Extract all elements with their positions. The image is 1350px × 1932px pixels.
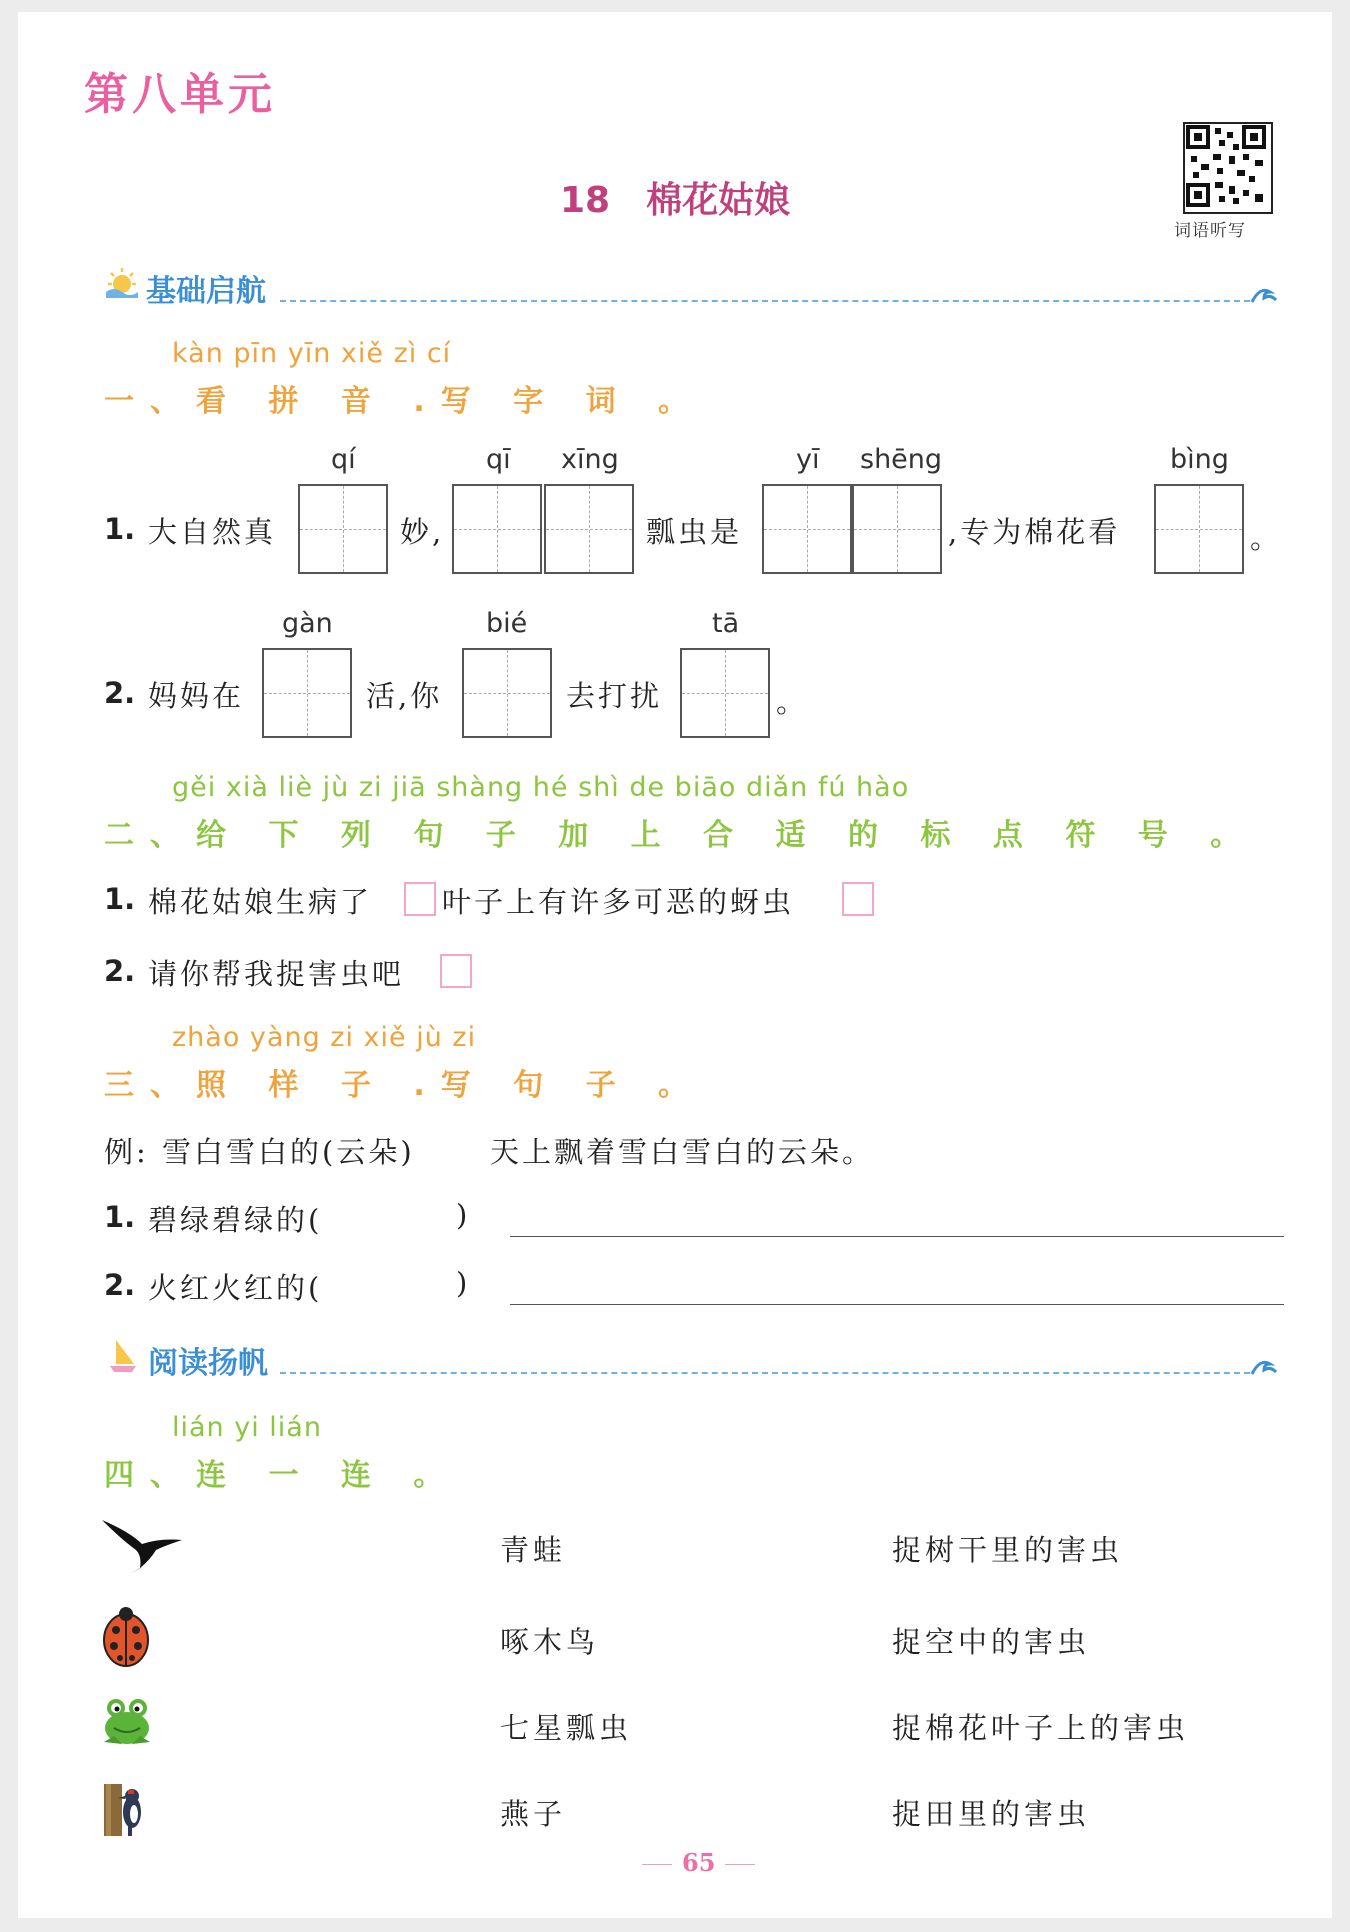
action-text[interactable]: 捉树干里的害虫 [892,1533,1124,1567]
grid-pinyin: bìng [1170,444,1229,475]
ladybug-icon[interactable] [100,1606,152,1668]
grid-pinyin: gàn [282,608,333,639]
sentence-text: 。 [776,685,809,719]
q3-line2-number: 2. [104,1268,136,1302]
section-basic-heading: 基础启航 [146,274,266,309]
sentence-text: ) [456,1266,471,1300]
sentence-text: 妙, [400,515,445,549]
page-number [632,1848,765,1877]
q2-pinyin: gěi xià liè jù zi jiā shàng hé shì de biāo diǎn fú hào [172,772,910,803]
writing-grid-box[interactable] [762,484,852,574]
qr-caption: 词语听写 [1174,221,1246,241]
q4-pinyin: lián yi lián [172,1412,322,1443]
sentence-text: 去打扰 [566,679,663,713]
q2-line2-number: 2. [104,954,136,988]
grid-pinyin: qí [331,444,356,475]
section-reading-heading: 阅读扬帆 [148,1346,268,1381]
answer-line[interactable] [510,1304,1284,1305]
sentence-text: 。 [1250,521,1283,555]
sentence-text: 瓢虫是 [646,515,743,549]
sentence-text: 请你帮我捉害虫吧 [148,957,405,991]
woodpecker-icon[interactable] [102,1782,150,1840]
wave-icon [1250,284,1278,306]
q2-line1-number: 1. [104,882,136,916]
punctuation-box[interactable] [440,954,472,988]
action-text[interactable]: 捉田里的害虫 [892,1797,1091,1831]
q3-line1-number: 1. [104,1200,136,1234]
grid-pinyin: xīng [561,444,619,475]
section-divider [280,300,1250,302]
animal-name[interactable]: 青蛙 [500,1533,567,1567]
writing-grid-box[interactable] [1154,484,1244,574]
punctuation-box[interactable] [842,882,874,916]
sentence-text: 活,你 [366,679,443,713]
sentence-text: 妈妈在 [148,679,245,713]
sun-icon [104,264,140,300]
sentence-text: ) [456,1198,471,1232]
sentence-text: 叶子上有许多可恶的蚜虫 [442,885,795,919]
sentence-text: 碧绿碧绿的( [148,1203,323,1237]
grid-pinyin: bié [486,608,528,639]
q1-title: 一、看 拼 音 .写 字 词 。 [104,384,705,419]
answer-line[interactable] [510,1236,1284,1237]
q1-line2-number: 2. [104,676,136,710]
frog-icon[interactable] [100,1696,154,1748]
section-divider [280,1372,1250,1374]
unit-title: 第八单元 [84,69,276,120]
q4-title: 四、连 一 连 。 [104,1458,460,1493]
animal-name[interactable]: 燕子 [500,1797,567,1831]
animal-name[interactable]: 啄木鸟 [500,1625,600,1659]
q3-title: 三、照 样 子 .写 句 子 。 [104,1068,705,1103]
example-label: 例: [104,1135,149,1169]
writing-grid-box[interactable] [452,484,542,574]
sailboat-icon [106,1336,140,1374]
q1-pinyin: kàn pīn yīn xiě zì cí [172,338,452,369]
q2-title: 二、给 下 列 句 子 加 上 合 适 的 标 点 符 号 。 [104,818,1257,853]
writing-grid-box[interactable] [462,648,552,738]
lesson-number: 18 [560,180,611,221]
grid-pinyin: shēng [860,444,943,475]
page-number-value: 65 [682,1848,716,1877]
q3-pinyin: zhào yàng zi xiě jù zi [172,1022,477,1053]
grid-pinyin: yī [796,444,820,475]
writing-grid-box[interactable] [544,484,634,574]
writing-grid-box[interactable] [852,484,942,574]
example-sentence: 天上飘着雪白雪白的云朵。 [490,1135,875,1169]
sentence-text: ,专为棉花看 [948,515,1121,549]
q1-line1-number: 1. [104,512,136,546]
example-phrase: 雪白雪白的(云朵) [162,1135,415,1169]
wave-icon [1250,1356,1278,1378]
sentence-text: 火红火红的( [148,1271,323,1305]
grid-pinyin: qī [486,444,511,475]
swallow-icon[interactable] [100,1514,184,1576]
writing-grid-box[interactable] [298,484,388,574]
animal-name[interactable]: 七星瓢虫 [500,1711,633,1745]
grid-pinyin: tā [712,608,740,639]
action-text[interactable]: 捉棉花叶子上的害虫 [892,1711,1190,1745]
writing-grid-box[interactable] [262,648,352,738]
punctuation-box[interactable] [404,882,436,916]
sentence-text: 棉花姑娘生病了 [148,885,373,919]
sentence-text: 大自然真 [148,515,277,549]
lesson-title [560,172,790,223]
qr-code-icon[interactable] [1183,122,1273,214]
lesson-name: 棉花姑娘 [646,180,791,221]
writing-grid-box[interactable] [680,648,770,738]
action-text[interactable]: 捉空中的害虫 [892,1625,1091,1659]
